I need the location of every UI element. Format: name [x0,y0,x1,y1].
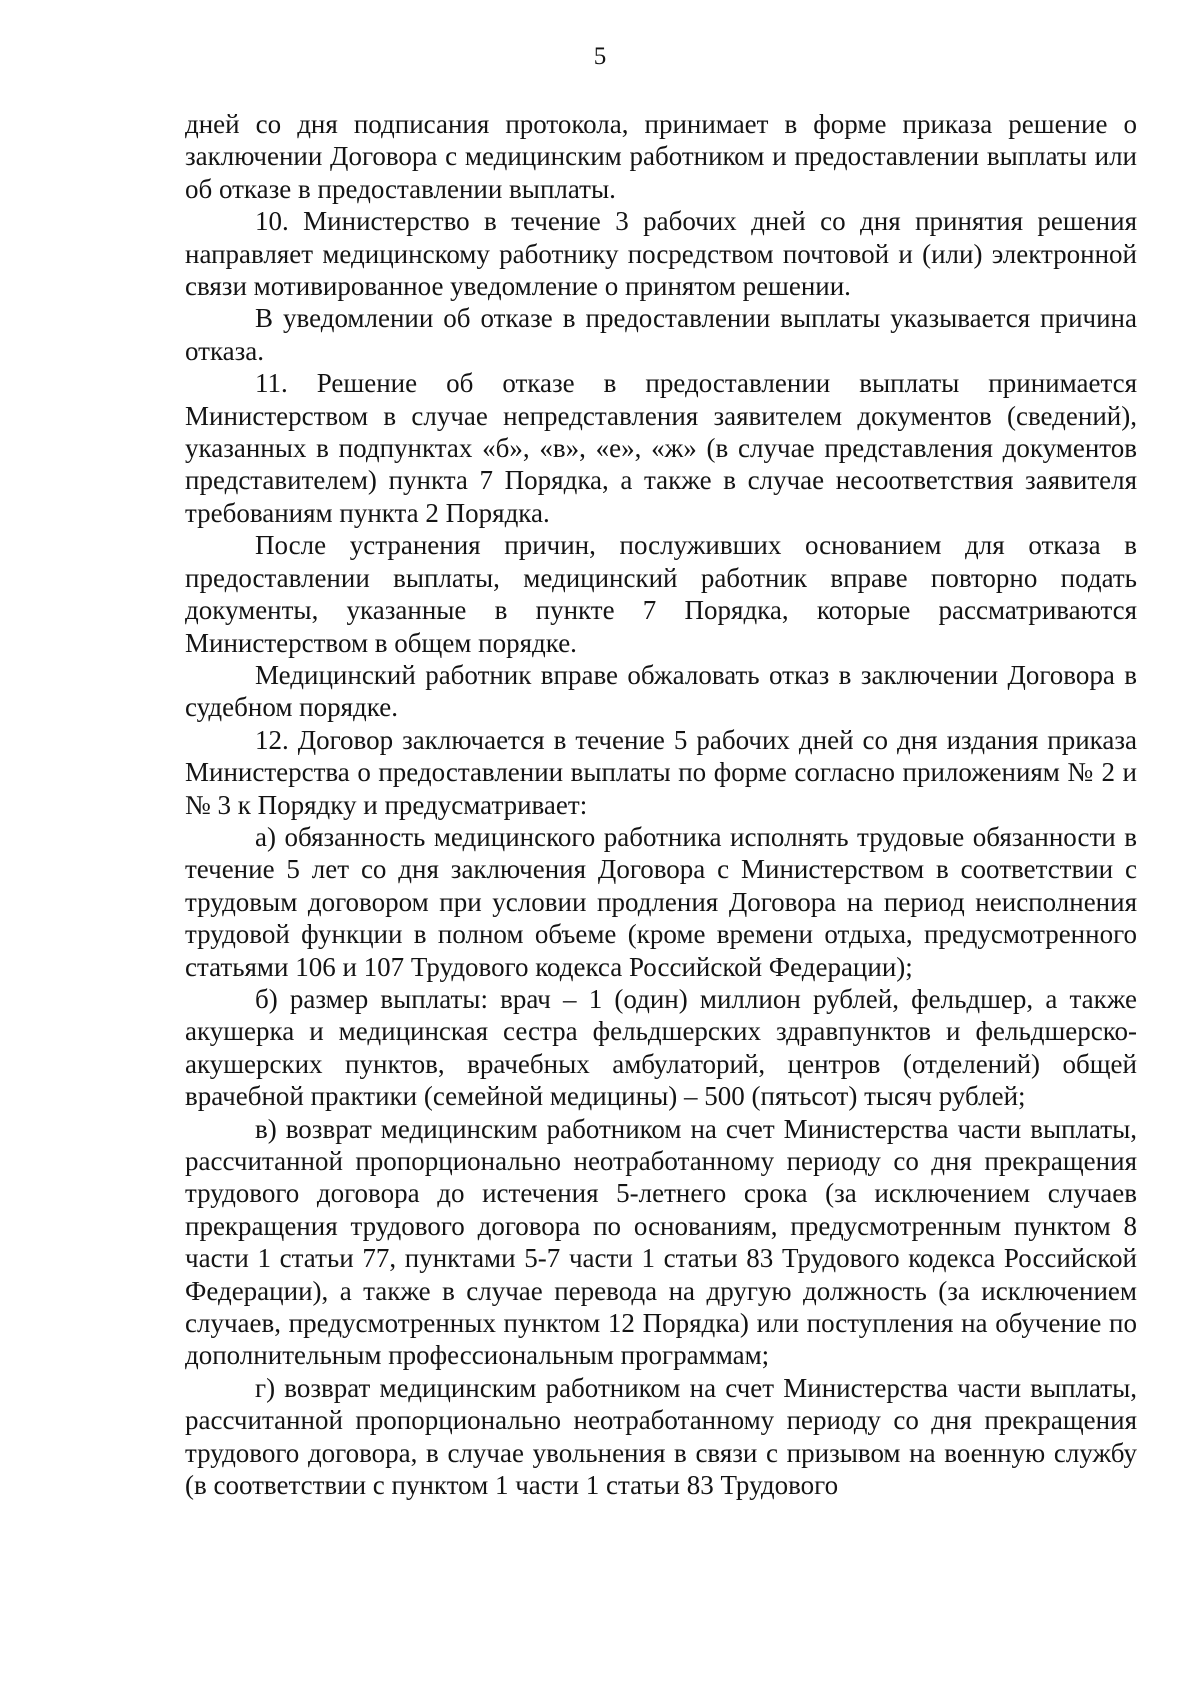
paragraph-item-10: 10. Министерство в течение 3 рабочих дней со дня принятия решения направляет медицинскому работнику посредством почтовой и (или) электронной связи мотивированное уведомление о принятом решении. [185,206,1137,302]
subitem-g: г) возврат медицинским работником на счет Министерства части выплаты, рассчитанной пропорционально неотработанному периоду со дня прекращения трудового договора, в случае увольнения в связи с призывом на военную службу (в соответствии с пунктом 1 части 1 статьи 83 Трудового [185,1372,1137,1501]
paragraph-resubmission: После устранения причин, послуживших основанием для отказа в предоставлении выплаты, медицинский работник вправе повторно подать документы, указанные в пункте 7 Порядка, которые рассматриваются Министерством в общем порядке. [185,530,1137,658]
subitem-v: в) возврат медицинским работником на счет Министерства части выплаты, рассчитанной пропорционально неотработанному периоду со дня прекращения трудового договора до истечения 5-летнего срока (за исключением случаев прекращения трудового договора по основаниям, предусмотренным пунктом 8 части 1 статьи 77, пунктами 5-7 части 1 статьи 83 Трудового кодекса Российской Федерации), а также в случае перевода на другую должность (за исключением случаев, предусмотренных пунктом 12 Порядка) или поступления на обучение по дополнительным профессиональным программам; [185,1113,1137,1371]
paragraph-appeal: Медицинский работник вправе обжаловать отказ в заключении Договора в судебном порядке. [185,659,1137,723]
page-number: 5 [593,43,607,70]
paragraph-refusal-notice: В уведомлении об отказе в предоставлении выплаты указывается причина отказа. [185,303,1137,366]
subitem-a: а) обязанность медицинского работника исполнять трудовые обязанности в течение 5 лет со дня заключения Договора с Министерством в соответствии с трудовым договором при условии продления Договора на период неисполнения трудовой функции в полном объеме (кроме времени отдыха, предусмотренного статьями 106 и 107 Трудового кодекса Российской Федерации); [185,821,1137,982]
paragraph-item-12: 12. Договор заключается в течение 5 рабочих дней со дня издания приказа Министерства о предоставлении выплаты по форме согласно приложениям № 2 и № 3 к Порядку и предусматривает: [185,724,1137,820]
paragraph-continuation: дней со дня подписания протокола, принимает в форме приказа решение о заключении Договора с медицинским работником и предоставлении выплаты или об отказе в предоставлении выплаты. [185,109,1137,204]
subitem-b: б) размер выплаты: врач – 1 (один) миллион рублей, фельдшер, а также акушерка и медицинская сестра фельдшерских здравпунктов и фельдшерско-акушерских пунктов, врачебных амбулаторий, центров (отделений) общей врачебной практики (семейной медицины) – 500 (пятьсот) тысяч рублей; [185,983,1137,1112]
document-body [185,108,1137,1501]
paragraph-item-11: 11. Решение об отказе в предоставлении выплаты принимается Министерством в случае непредставления заявителем документов (сведений), указанных в подпунктах «б», «в», «е», «ж» (в случае представления документов представителем) пункта 7 Порядка, а также в случае несоответствия заявителя требованиям пункта 2 Порядка. [185,368,1137,528]
